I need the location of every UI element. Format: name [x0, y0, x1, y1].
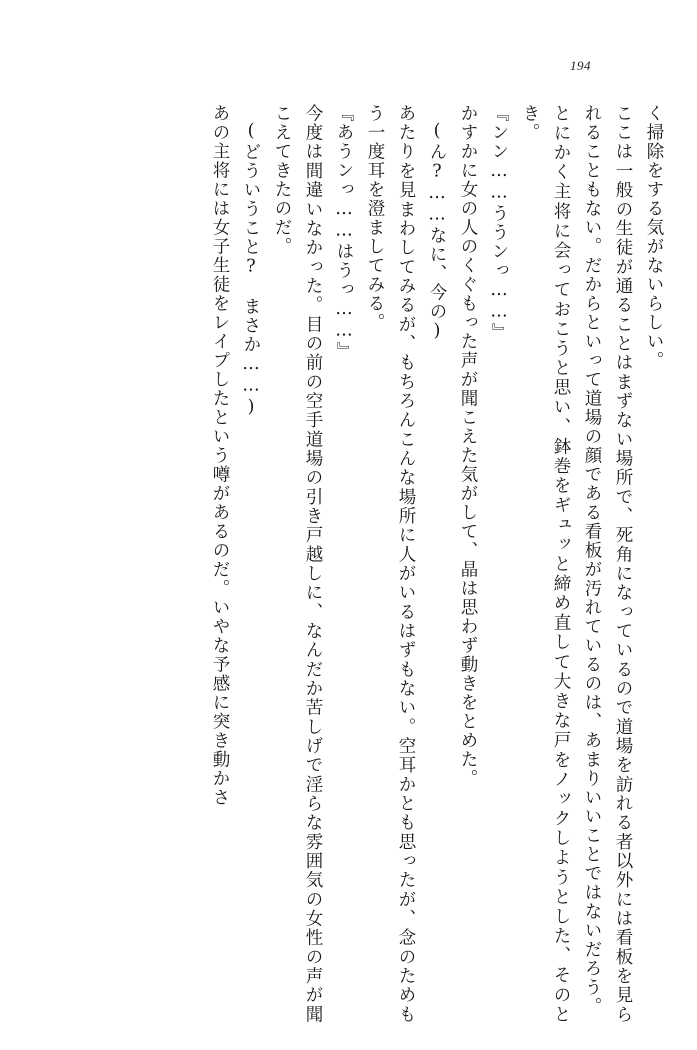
paragraph: 『あうンっ……はうっ……』 [334, 104, 354, 361]
paragraph: ここは一般の生徒が通ることはまずない場所で、死角になっているので道場を訪れる者以外には看板を見られることもない。だからといって道場の顔である看板が汚れているのは、あまりいいことではないだろう。 [582, 104, 633, 1025]
paragraph: あの主将には女子生徒をレイプしたという噂があるのだ。いやな予感に突き動かさ [210, 104, 230, 807]
paragraph: とにかく主将に会っておこうと思い、鉢巻をギュッと締め直して大きな戸をノックしようとした、そのとき。 [520, 104, 571, 1025]
paragraph: かすかに女の人のくぐもった声が聞こえた気がして、晶は思わず動きをとめた。 [458, 104, 478, 788]
paragraph: あたりを見まわしてみるが、もちろんこんな場所に人がいるはずもない。空耳かとも思ったが、念のためもう一度耳を澄ましてみる。 [365, 104, 416, 1024]
paragraph: く掃除をする気がないらしい。 [644, 104, 664, 370]
paragraph: (どういうこと? まさか……) [241, 121, 261, 419]
page-body-text [109, 104, 669, 1024]
paragraph: (ん?……なに、今の) [427, 121, 447, 343]
paragraph: 『ンン……ううンっ……』 [489, 104, 509, 342]
page-number: 194 [570, 58, 591, 73]
paragraph: 今度は間違いなかった。目の前の空手道場の引き戸越しに、なんだか苦しげで淫らな雰囲気の女性の声が聞こえてきたのだ。 [272, 104, 323, 1025]
